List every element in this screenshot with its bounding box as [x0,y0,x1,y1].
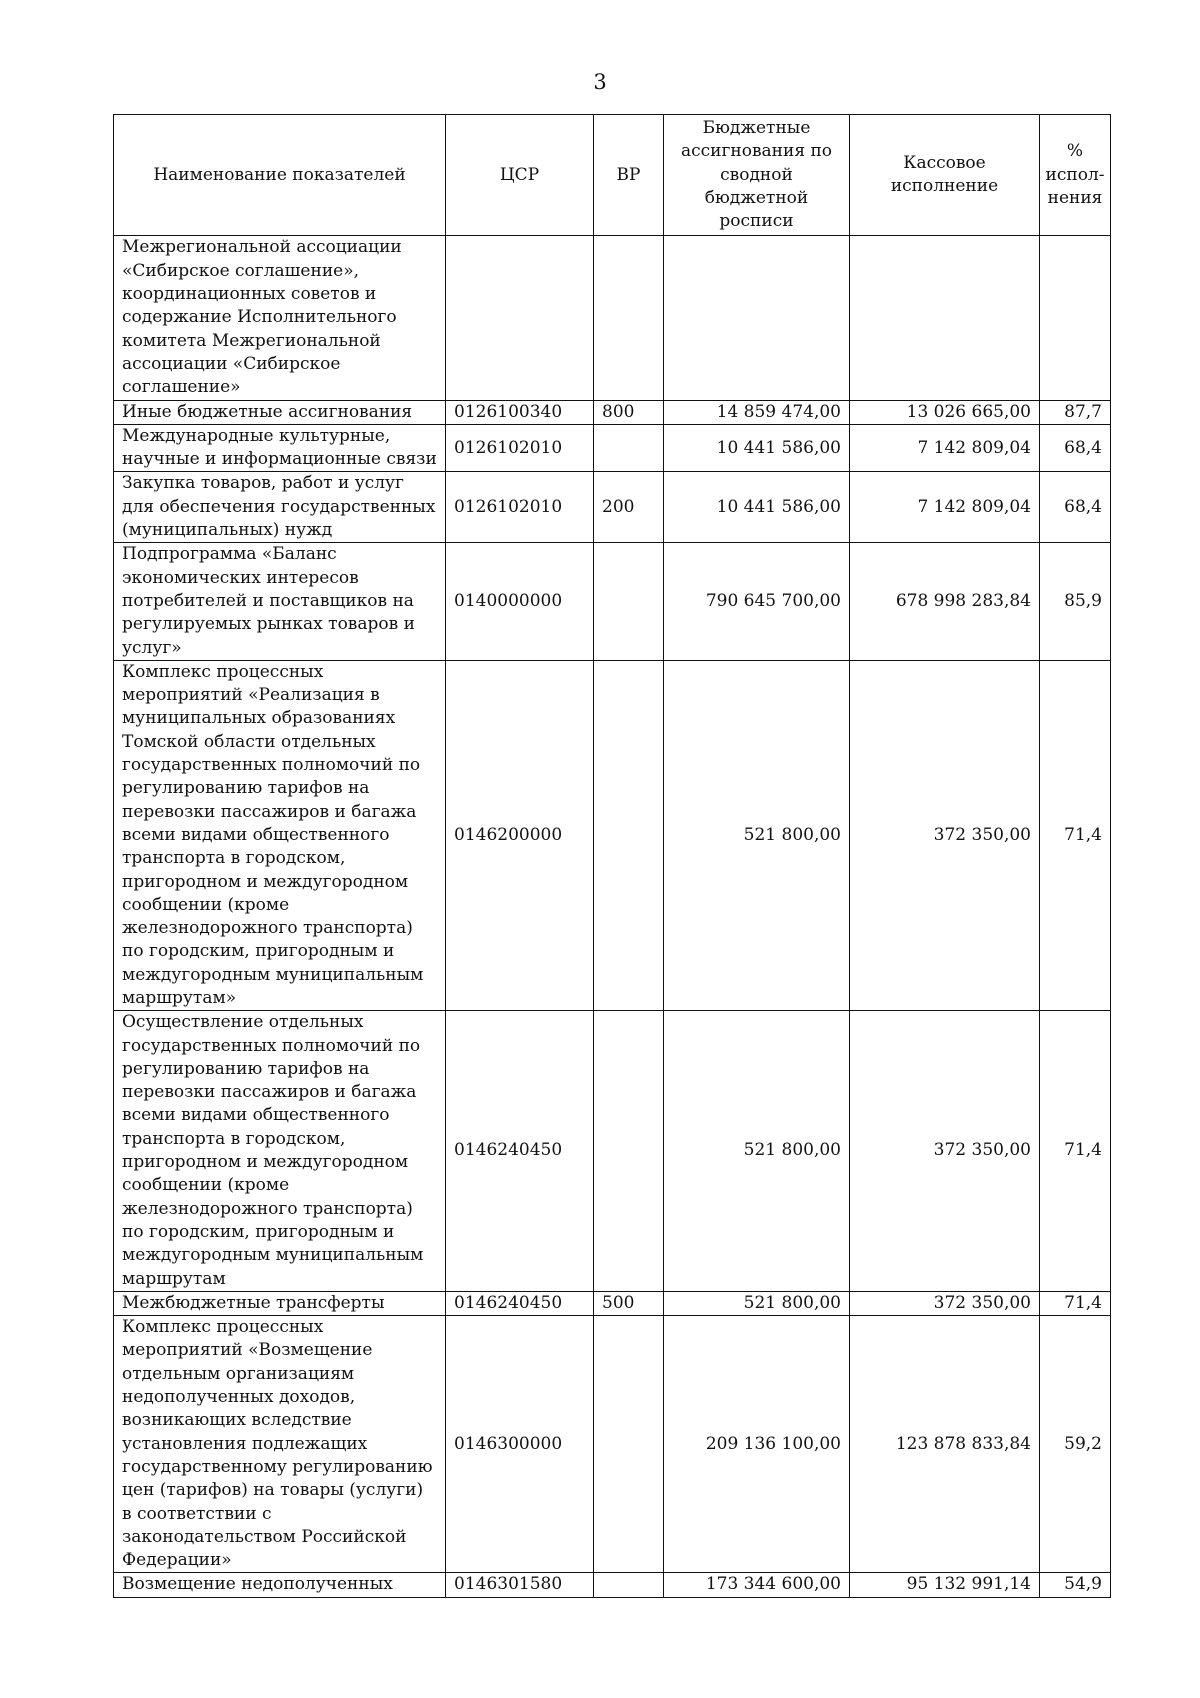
cell-percent: 71,4 [1040,1291,1111,1315]
table-row [114,1573,1111,1597]
cell-name: Осуществление отдельных государственных полномочий по регулированию тарифов на перевозки пассажиров и багажа всеми видами общественного транспорта в городском, пригородном и междугородном сообщении (кроме железнодорожного транспорта) по городским, пригородным и междугородным муниципальным маршрутам [114,1011,446,1292]
cell-name: Межрегиональной ассоциации «Сибирское соглашение», координационных советов и содержание Исполнительного комитета Межрегиональной ассоциации «Сибирское соглашение» [114,236,446,400]
cell-csr: 0146300000 [446,1316,594,1573]
table-row [114,543,1111,660]
cell-percent [1040,236,1111,400]
cell-allocations: 521 800,00 [664,1011,850,1292]
cell-name: Межбюджетные трансферты [114,1291,446,1315]
cell-name: Закупка товаров, работ и услуг для обеспечения государственных (муниципальных) нужд [114,472,446,543]
cell-execution: 7 142 809,04 [850,472,1040,543]
cell-execution: 372 350,00 [850,1291,1040,1315]
cell-vr [594,543,664,660]
cell-name: Международные культурные, научные и информационные связи [114,424,446,472]
table-header-row [114,115,1111,236]
cell-execution: 123 878 833,84 [850,1316,1040,1573]
cell-allocations: 14 859 474,00 [664,400,850,424]
cell-csr: 0126102010 [446,424,594,472]
table-row [114,1316,1111,1573]
cell-vr: 200 [594,472,664,543]
cell-allocations: 173 344 600,00 [664,1573,850,1597]
table-row [114,1011,1111,1292]
cell-execution: 678 998 283,84 [850,543,1040,660]
cell-percent: 54,9 [1040,1573,1111,1597]
cell-vr [594,1573,664,1597]
cell-name: Комплекс процессных мероприятий «Реализация в муниципальных образованиях Томской области отдельных государственных полномочий по регулированию тарифов на перевозки пассажиров и багажа всеми видами общественного транспорта в городском, пригородном и междугородном сообщении (кроме железнодорожного транспорта) по городским, пригородным и междугородным муниципальным маршрутам» [114,660,446,1010]
cell-vr [594,1011,664,1292]
cell-percent: 59,2 [1040,1316,1111,1573]
cell-execution: 95 132 991,14 [850,1573,1040,1597]
cell-vr [594,1316,664,1573]
cell-allocations: 10 441 586,00 [664,424,850,472]
cell-execution: 7 142 809,04 [850,424,1040,472]
header-name: Наименование показателей [114,115,446,236]
cell-allocations: 521 800,00 [664,660,850,1010]
cell-percent: 71,4 [1040,660,1111,1010]
table-row [114,1291,1111,1315]
header-csr: ЦСР [446,115,594,236]
table-row [114,472,1111,543]
table-row [114,400,1111,424]
cell-execution: 372 350,00 [850,660,1040,1010]
cell-percent: 85,9 [1040,543,1111,660]
header-percent: % испол-нения [1040,115,1111,236]
cell-allocations: 521 800,00 [664,1291,850,1315]
cell-vr: 500 [594,1291,664,1315]
budget-execution-table [113,114,1111,1598]
cell-name: Подпрограмма «Баланс экономических интересов потребителей и поставщиков на регулируемых рынках товаров и услуг» [114,543,446,660]
cell-execution: 13 026 665,00 [850,400,1040,424]
cell-vr [594,660,664,1010]
cell-execution: 372 350,00 [850,1011,1040,1292]
cell-percent: 68,4 [1040,472,1111,543]
cell-name: Возмещение недополученных [114,1573,446,1597]
cell-execution [850,236,1040,400]
cell-percent: 71,4 [1040,1011,1111,1292]
cell-csr: 0146240450 [446,1011,594,1292]
table-row [114,660,1111,1010]
cell-name: Комплекс процессных мероприятий «Возмещение отдельным организациям недополученных доходов, возникающих вследствие установления подлежащих государственному регулированию цен (тарифов) на товары (услуги) в соответствии с законодательством Российской Федерации» [114,1316,446,1573]
cell-vr [594,236,664,400]
table-row [114,236,1111,400]
page-number: 3 [593,70,607,94]
cell-csr: 0126102010 [446,472,594,543]
cell-name: Иные бюджетные ассигнования [114,400,446,424]
cell-csr: 0146301580 [446,1573,594,1597]
header-vr: ВР [594,115,664,236]
cell-csr [446,236,594,400]
cell-csr: 0140000000 [446,543,594,660]
header-execution: Кассовое исполнение [850,115,1040,236]
cell-vr [594,424,664,472]
cell-allocations: 209 136 100,00 [664,1316,850,1573]
cell-allocations [664,236,850,400]
cell-vr: 800 [594,400,664,424]
cell-allocations: 790 645 700,00 [664,543,850,660]
cell-csr: 0146240450 [446,1291,594,1315]
cell-csr: 0126100340 [446,400,594,424]
cell-allocations: 10 441 586,00 [664,472,850,543]
cell-percent: 68,4 [1040,424,1111,472]
header-allocations: Бюджетные ассигнования по сводной бюджетной росписи [664,115,850,236]
cell-percent: 87,7 [1040,400,1111,424]
table-row [114,424,1111,472]
cell-csr: 0146200000 [446,660,594,1010]
